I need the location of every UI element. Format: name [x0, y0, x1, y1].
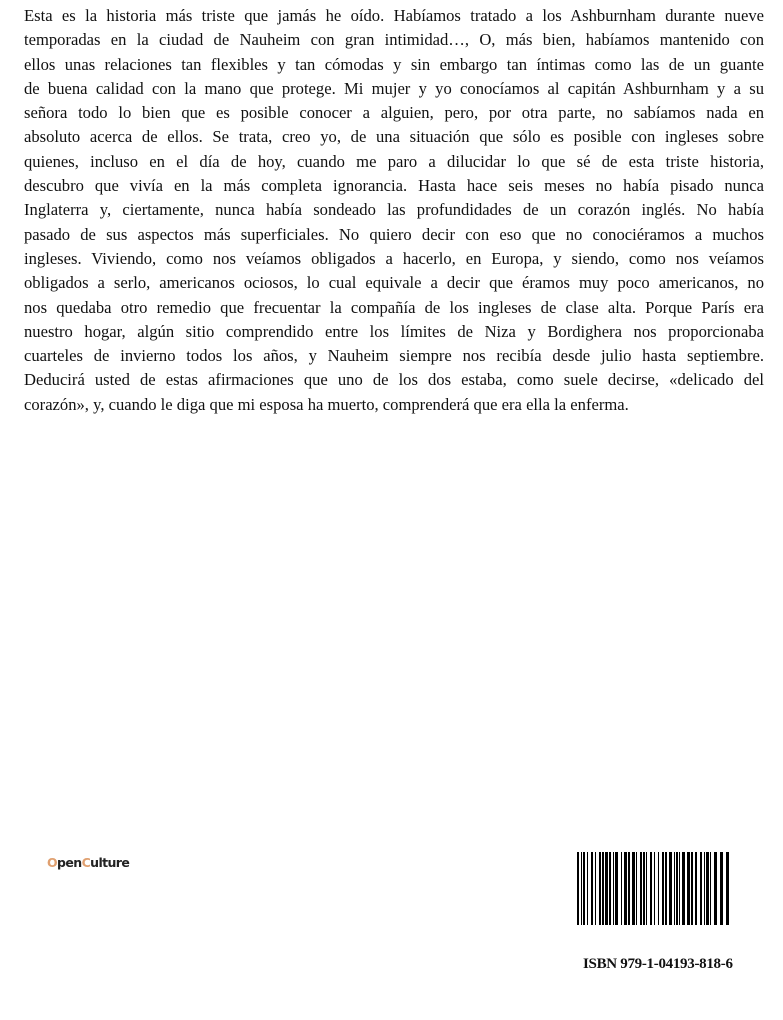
blurb-line: ellos unas relaciones tan flexibles y tan cómodas y sin embargo tan íntimas como las de un guante [24, 54, 764, 74]
barcode-bar [676, 852, 678, 925]
barcode-bar [581, 852, 582, 925]
barcode-bar [646, 852, 647, 925]
barcode-bar [609, 852, 611, 925]
barcode-bar [636, 852, 637, 925]
barcode-bar [599, 852, 601, 925]
barcode-bar [687, 852, 690, 925]
barcode-bar [621, 852, 622, 925]
barcode-bar [714, 852, 717, 925]
logo-initial-o: O [47, 855, 58, 870]
barcode-bar [605, 852, 608, 925]
barcode-bar [654, 852, 655, 925]
isbn-number: ISBN 979-1-04193-818-6 [583, 956, 733, 972]
barcode-bar [632, 852, 635, 925]
barcode-bar [613, 852, 614, 925]
barcode-bar [695, 852, 697, 925]
barcode-bar [674, 852, 675, 925]
barcode-bar [583, 852, 585, 925]
barcode-bar [706, 852, 709, 925]
blurb-line: de buena calidad con la mano que protege. Mi mujer y yo conocíamos al capitán Ashburnham y a su [24, 78, 764, 98]
barcode-bar [726, 852, 729, 925]
blurb-line: pasado de sus aspectos más superficiales. No quiero decir con eso que no conociéramos a muchos [24, 224, 764, 244]
barcode-bar [691, 852, 693, 925]
blurb-line: temporadas en la ciudad de Nauheim con gran intimidad…, O, más bien, habíamos mantenido con [24, 30, 764, 50]
barcode-bar [615, 852, 618, 925]
back-cover-blurb [24, 4, 764, 417]
barcode-bar [710, 852, 711, 925]
blurb-line: quienes, incluso en el día de hoy, cuando me paro a dilucidar lo que sé de esta triste historia, [24, 151, 764, 171]
blurb-line: absoluto acerca de ellos. Se trata, creo yo, de una situación que sólo es posible con ingleses sobre [24, 127, 764, 147]
blurb-line: Deducirá usted de estas afirmaciones que uno de los dos estaba, como suele decirse, «delicado del [24, 370, 764, 390]
blurb-line: ingleses. Viviendo, como nos veíamos obligados a hacerlo, en Europa, y siendo, como nos veíamos [24, 248, 764, 268]
barcode-bar [704, 852, 705, 925]
barcode-bar [643, 852, 645, 925]
barcode-bar [682, 852, 685, 925]
publisher-logo [47, 855, 129, 870]
barcode-bar [595, 852, 596, 925]
barcode-bar [624, 852, 627, 925]
blurb-line: nos quedaba otro remedio que frecuentar la compañía de los ingleses de clase alta. Porque París era [24, 297, 764, 317]
barcode-bar [591, 852, 593, 925]
barcode-bar [650, 852, 652, 925]
barcode-bar [700, 852, 702, 925]
blurb-line: obligados a serlo, americanos ociosos, lo cual equivale a decir que éramos muy poco americanos, no [24, 273, 764, 293]
barcode-bar [658, 852, 659, 925]
blurb-line: cuarteles de invierno todos los años, y Nauheim siempre nos recibía desde julio hasta septiembre. [24, 346, 764, 366]
logo-text: pen [57, 855, 82, 870]
blurb-line: Inglaterra y, ciertamente, nunca había sondeado las profundidades de un corazón inglés. No había [24, 200, 764, 220]
barcode-bar [577, 852, 579, 925]
barcode-bar [640, 852, 642, 925]
blurb-line: descubro que vivía en la más completa ignorancia. Hasta hace seis meses no había pisado nunca [24, 176, 764, 196]
logo-text: ulture [90, 855, 130, 870]
barcode-bar [665, 852, 667, 925]
blurb-line: corazón», y, cuando le diga que mi esposa ha muerto, comprenderá que era ella la enferma. [24, 394, 629, 414]
logo-initial-c: C [81, 855, 91, 870]
isbn-barcode [577, 852, 730, 925]
barcode-bar [720, 852, 723, 925]
barcode-bar [662, 852, 664, 925]
barcode-bar [669, 852, 672, 925]
blurb-line: Esta es la historia más triste que jamás he oído. Habíamos tratado a los Ashburnham durante nueve [24, 6, 764, 25]
blurb-line: señora todo lo bien que es posible conocer a alguien, pero, por otra parte, no sabíamos nada en [24, 103, 764, 123]
barcode-bar [628, 852, 630, 925]
barcode-bar [587, 852, 588, 925]
blurb-line: nuestro hogar, algún sitio comprendido entre los límites de Niza y Bordighera nos proporcionaba [24, 321, 764, 341]
barcode-bar [679, 852, 680, 925]
barcode-bar [602, 852, 604, 925]
